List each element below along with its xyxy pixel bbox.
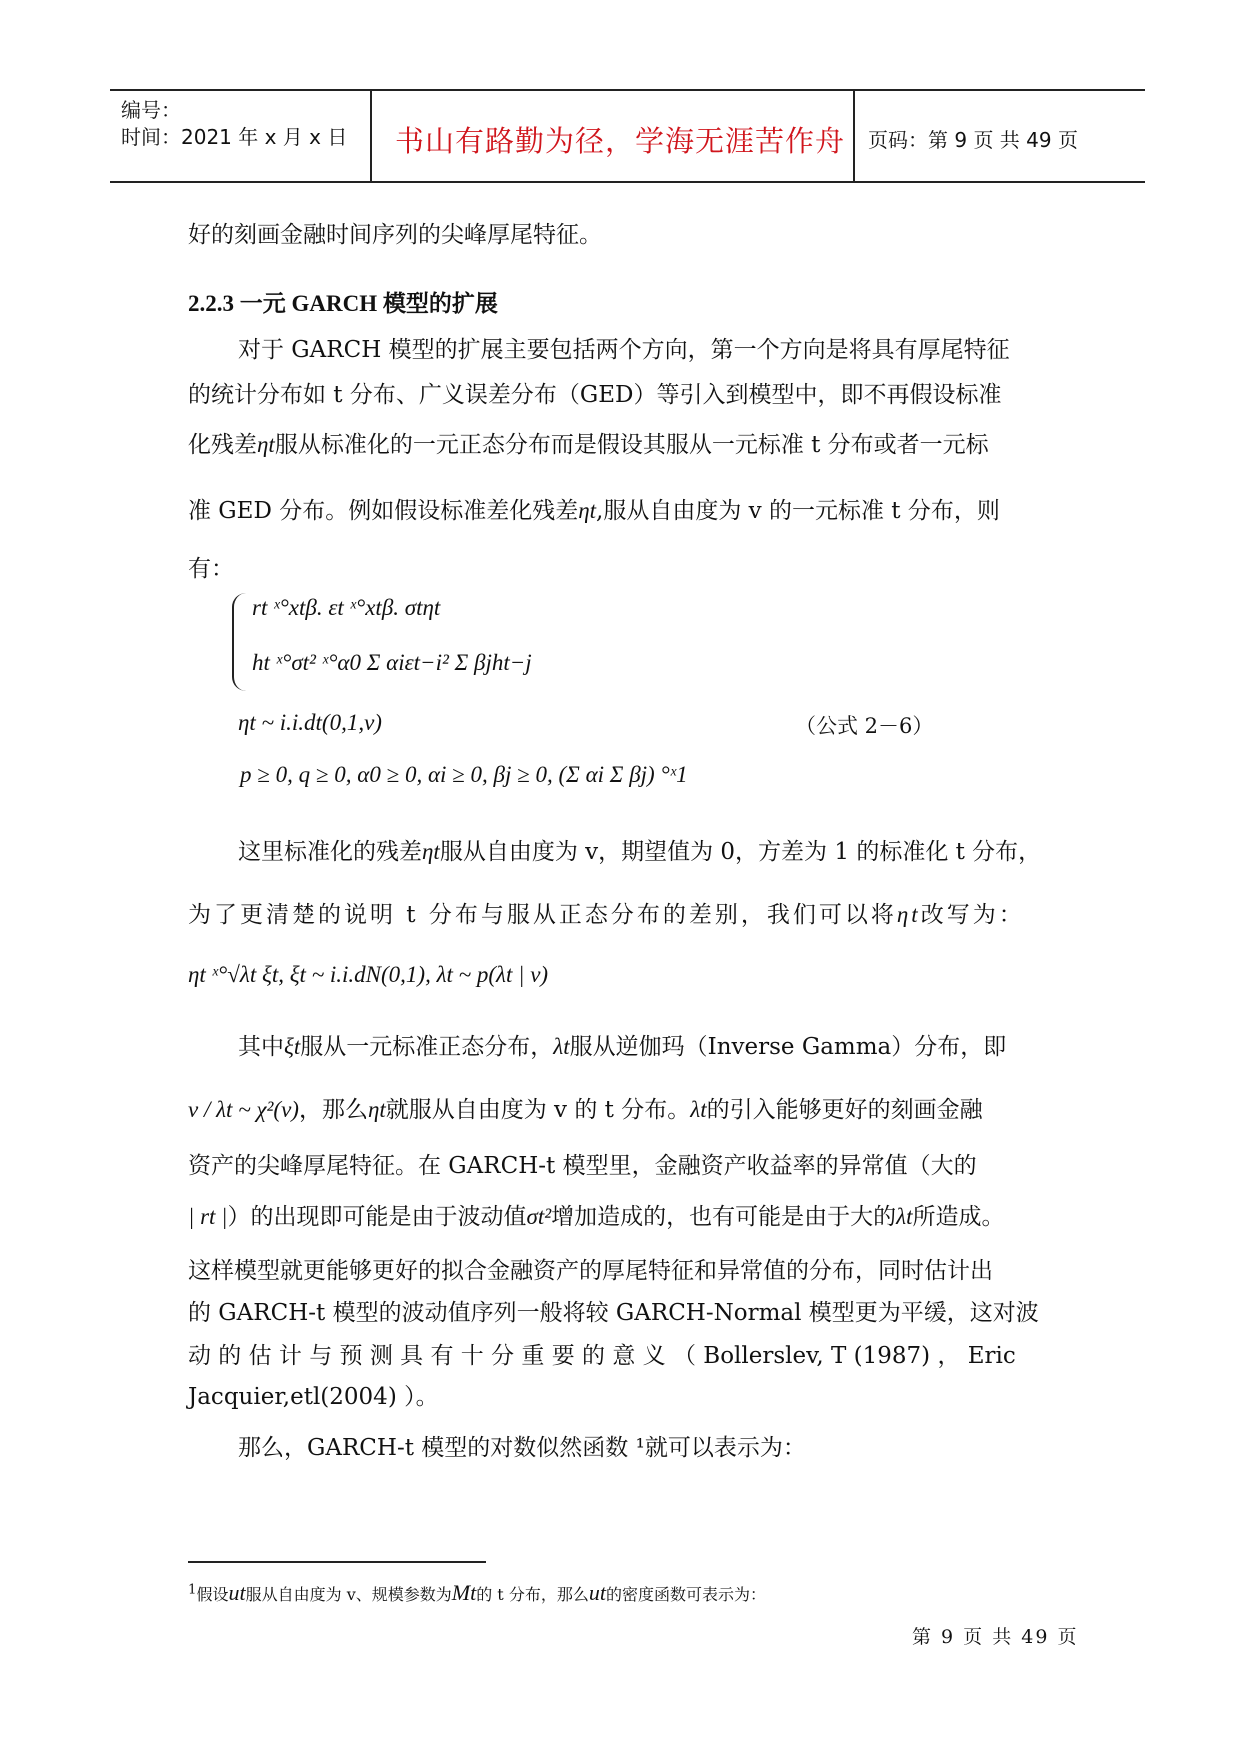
lambda-symbol: λt — [896, 1204, 913, 1229]
equation-brace — [232, 593, 248, 691]
para1-line-5: 有： — [188, 556, 234, 582]
footnote-text-c: 的 t 分布，那么 — [476, 1585, 589, 1604]
para3-line-1 — [238, 1030, 1006, 1064]
para2-line-1-b: 服从自由度为 v，期望值为 0，方差为 1 的标准化 t 分布， — [439, 839, 1042, 865]
u-symbol: ut — [588, 1580, 606, 1605]
para3-line-4 — [188, 1200, 1005, 1234]
footnote-marker: 1 — [188, 1582, 197, 1598]
sigma-squared-symbol: σt² — [526, 1204, 552, 1229]
eta-symbol: ηt — [367, 1097, 386, 1122]
para3-line-7: 动 的 估 计 与 预 测 具 有 十 分 重 要 的 意 义 （ Bollerslev, T (1987) ， Eric — [188, 1343, 1016, 1369]
header-bottom-rule — [110, 181, 1145, 183]
header-divider-right — [853, 90, 855, 182]
xi-symbol: ξt — [284, 1034, 301, 1059]
footnote-rule — [188, 1561, 486, 1563]
section-heading: 2.2.3 一元 GARCH 模型的扩展 — [188, 291, 498, 316]
para2-line-2 — [188, 898, 1025, 932]
eta-symbol: ηt — [896, 902, 921, 927]
para3-line-2-d: 的引入能够更好的刻画金融 — [706, 1097, 983, 1123]
para3-line-2 — [188, 1093, 983, 1127]
footnote-text-b: 服从自由度为 v、规模参数为 — [245, 1585, 452, 1604]
footnote — [188, 1580, 766, 1606]
header-number-label: 编号： — [121, 98, 181, 122]
para3-line-4-d: 所造成。 — [912, 1204, 1005, 1230]
para3-line-3: 资产的尖峰厚尾特征。在 GARCH-t 模型里，金融资产收益率的异常值（大的 — [188, 1153, 977, 1179]
header-top-rule — [110, 89, 1145, 91]
footnote-text-a: 假设 — [196, 1585, 229, 1604]
para3-line-2-c: 就服从自由度为 v 的 t 分布。 — [385, 1097, 691, 1123]
para2-line-2-a: 为了更清楚的说明 t 分布与服从正态分布的差别，我们可以将 — [188, 902, 897, 928]
lambda-symbol: λt — [690, 1097, 707, 1122]
body-line-1: 好的刻画金融时间序列的尖峰厚尾特征。 — [188, 222, 602, 248]
header-time-label: 时间：2021 年 x 月 x 日 — [121, 125, 348, 149]
para2-line-1 — [238, 835, 1041, 869]
header-divider-left — [370, 90, 372, 182]
para1-line-1: 对于 GARCH 模型的扩展主要包括两个方向，第一个方向是将具有厚尾特征 — [238, 337, 1010, 363]
para1-line-4-a: 准 GED 分布。例如假设标准差化残差 — [188, 498, 579, 524]
para1-line-3-a: 化残差 — [188, 432, 257, 458]
para3-line-1-c: 服从逆伽玛（Inverse Gamma）分布，即 — [569, 1034, 1007, 1060]
eta-symbol: ηt — [257, 432, 275, 457]
equation-line-3: ηt ~ i.i.dt(0,1,v) — [238, 710, 382, 735]
para3-line-2-b: ，那么 — [298, 1097, 368, 1123]
eta-symbol: ηt — [578, 498, 597, 523]
footnote-text-d: 的密度函数可表示为： — [605, 1585, 766, 1604]
para1-line-3 — [188, 428, 989, 462]
para1-line-4-b: ,服从自由度为 v 的一元标准 t 分布，则 — [596, 498, 1000, 524]
m-symbol: Mt — [451, 1580, 477, 1605]
equation-label: （公式 2－6） — [795, 714, 934, 738]
para3-line-1-b: 服从一元标准正态分布， — [300, 1034, 554, 1060]
para1-line-4 — [188, 494, 1000, 528]
abs-r-expression: | rt | — [188, 1204, 228, 1229]
para3-line-5: 这样模型就更能够更好的拟合金融资产的厚尾特征和异常值的分布，同时估计出 — [188, 1258, 993, 1284]
para3-line-8: Jacquier,etl(2004) ）。 — [188, 1384, 439, 1410]
equation-line-1: rt ˣ°xtβ. εt ˣ°xtβ. σtηt — [252, 595, 441, 620]
page-footer: 第 9 页 共 49 页 — [912, 1626, 1079, 1648]
para1-line-2: 的统计分布如 t 分布、广义误差分布（GED）等引入到模型中，即不再假设标准 — [188, 382, 1002, 408]
para2-line-2-b: 改写为： — [920, 902, 1025, 928]
para3-line-4-b: ）的出现即可能是由于波动值 — [227, 1204, 527, 1230]
u-symbol: ut — [228, 1580, 246, 1605]
header-page-label: 页码：第 9 页 共 49 页 — [868, 128, 1078, 152]
para2-line-1-a: 这里标准化的残差 — [238, 839, 422, 865]
eta-symbol: ηt — [422, 839, 440, 864]
chi-expression: v / λt ~ χ²(v) — [188, 1097, 299, 1122]
para1-line-3-b: 服从标准化的一元正态分布而是假设其服从一元标准 t 分布或者一元标 — [274, 432, 989, 458]
equation-line-5: ηt ˣ°√λt ξt, ξt ~ i.i.dN(0,1), λt ~ p(λt | v) — [188, 962, 549, 987]
para3-line-4-c: 增加造成的，也有可能是由于大的 — [551, 1204, 897, 1230]
header-motto: 书山有路勤为径，学海无涯苦作舟 — [395, 124, 846, 158]
para4: 那么，GARCH-t 模型的对数似然函数 ¹就可以表示为： — [238, 1435, 806, 1461]
equation-line-2: ht ˣ°σt² ˣ°α0 Σ αiεt−i² Σ βjht−j — [252, 650, 532, 675]
para3-line-6: 的 GARCH-t 模型的波动值序列一般将较 GARCH-Normal 模型更为平缓，这对波 — [188, 1300, 1039, 1326]
equation-line-4: p ≥ 0, q ≥ 0, α0 ≥ 0, αi ≥ 0, βj ≥ 0, (Σ αi Σ βj) °ˣ1 — [240, 762, 688, 787]
lambda-symbol: λt — [553, 1034, 570, 1059]
para3-line-1-a: 其中 — [238, 1034, 284, 1060]
